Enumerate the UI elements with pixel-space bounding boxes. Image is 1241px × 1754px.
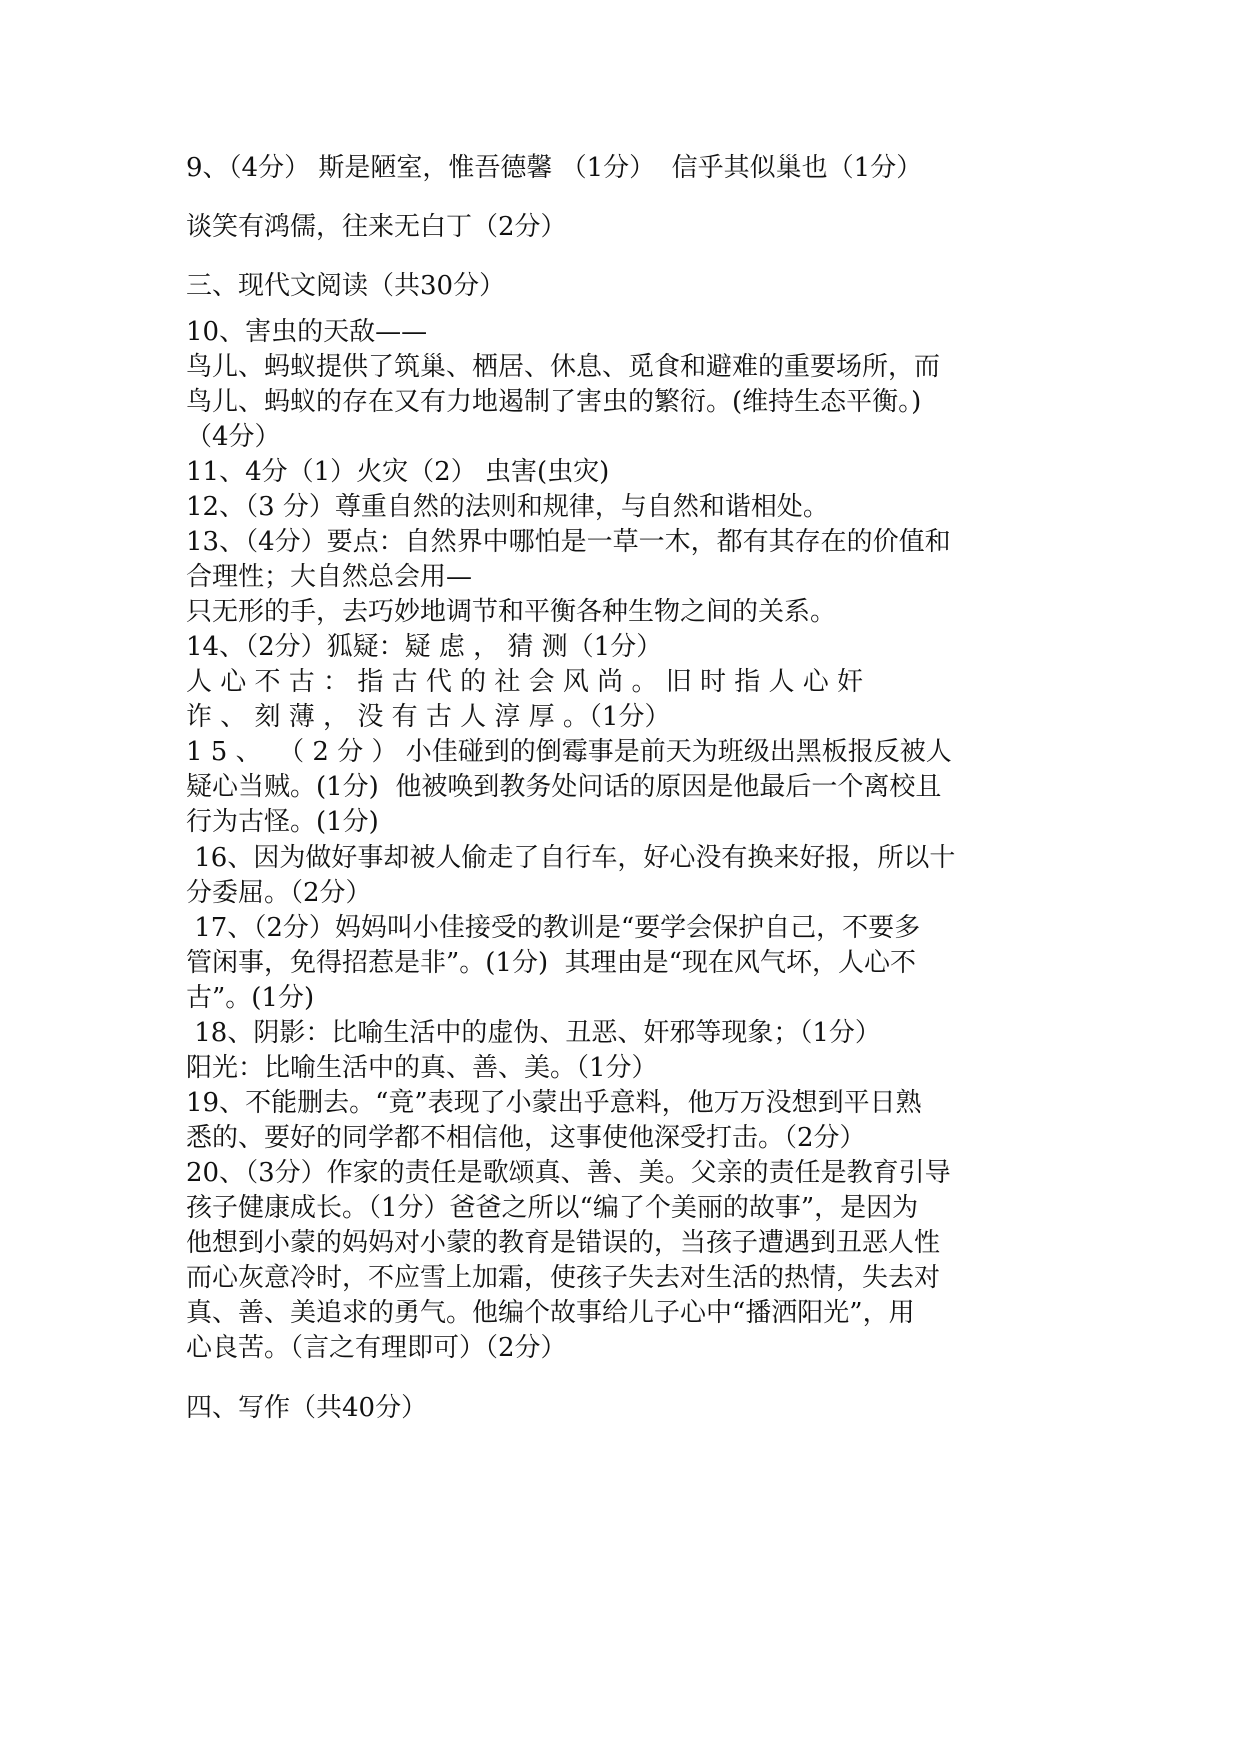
answer-14-line-2: 人 心 不 古 ： 指 古 代 的 社 会 风 尚 。 旧 时 指 人 心 奸 xyxy=(186,667,864,697)
answer-11-line: 11、4分（1）火灾（2） 虫害(虫灾) xyxy=(186,457,610,487)
answer-9-line: 9、（4分） 斯是陋室，惟吾德馨 （1分） 信乎其似巢也（1分） xyxy=(186,153,923,183)
answer-14-line-3: 诈 、 刻 薄 ， 没 有 古 人 淳 厚 。（1分） xyxy=(186,702,671,732)
section-heading-modern-reading: 三、现代文阅读（共30分） xyxy=(186,271,506,301)
answer-15-line: 1 5 、 （ 2 分 ） 小佳碰到的倒霉事是前天为班级出黑板报反被人 xyxy=(186,737,952,767)
answer-13-line-2: 合理性；大自然总会用— xyxy=(186,562,473,592)
answer-10-line: 10、害虫的天敌—— xyxy=(186,317,428,347)
answer-20-line-3: 他想到小蒙的妈妈对小蒙的教育是错误的，当孩子遭遇到丑恶人性 xyxy=(186,1228,941,1258)
answer-18-line-2: 阳光：比喻生活中的真、善、美。（1分） xyxy=(186,1053,658,1083)
answer-9-line-2: 谈笑有鸿儒，往来无白丁（2分） xyxy=(186,212,567,242)
answer-18-line: 18、阴影：比喻生活中的虚伪、丑恶、奸邪等现象；（1分） xyxy=(186,1018,881,1048)
answer-10-line-3: 鸟儿、蚂蚁的存在又有力地遏制了害虫的繁衍。(维持生态平衡。) xyxy=(186,387,922,417)
answer-10-score: （4分） xyxy=(186,422,281,452)
answer-15-line-3: 行为古怪。(1分) xyxy=(186,807,379,837)
answer-13-line-3: 只无形的手，去巧妙地调节和平衡各种生物之间的关系。 xyxy=(186,597,837,627)
answer-20-line-6: 心良苦。（言之有理即可）（2分） xyxy=(186,1333,567,1363)
answer-19-line-2: 悉的、要好的同学都不相信他，这事使他深受打击。（2分） xyxy=(186,1123,866,1153)
answer-20-line-4: 而心灰意冷时，不应雪上加霜，使孩子失去对生活的热情，失去对 xyxy=(186,1263,941,1293)
answer-17-line-2: 管闲事，免得招惹是非”。(1分) 其理由是“现在风气坏，人心不 xyxy=(186,948,916,978)
answer-17-line-3: 古”。(1分) xyxy=(186,983,315,1013)
answer-16-line-2: 分委屈。（2分） xyxy=(186,878,372,908)
answer-14-line: 14、（2分）狐疑：疑 虑 ， 猜 测（1分） xyxy=(186,632,663,662)
answer-20-line-2: 孩子健康成长。（1分）爸爸之所以“编了个美丽的故事”，是因为 xyxy=(186,1193,919,1223)
answer-20-line-5: 真、善、美追求的勇气。他编个故事给儿子心中“播洒阳光”，用 xyxy=(186,1298,915,1328)
section-heading-writing: 四、写作（共40分） xyxy=(186,1393,428,1423)
answer-13-line: 13、（4分）要点：自然界中哪怕是一草一木，都有其存在的价值和 xyxy=(186,527,951,557)
answer-16-line: 16、因为做好事却被人偷走了自行车，好心没有换来好报，所以十 xyxy=(186,843,956,873)
answer-15-line-2: 疑心当贼。(1分) 他被唤到教务处问话的原因是他最后一个离校且 xyxy=(186,772,942,802)
answer-20-line: 20、（3分）作家的责任是歌颂真、善、美。父亲的责任是教育引导 xyxy=(186,1158,951,1188)
answer-10-line-2: 鸟儿、蚂蚁提供了筑巢、栖居、休息、觅食和避难的重要场所，而 xyxy=(186,352,941,382)
answer-17-line: 17、（2分）妈妈叫小佳接受的教训是“要学会保护自己，不要多 xyxy=(186,913,921,943)
answer-12-line: 12、（3 分）尊重自然的法则和规律，与自然和谐相处。 xyxy=(186,492,829,522)
answer-19-line: 19、不能删去。“竟”表现了小蒙出乎意料，他万万没想到平日熟 xyxy=(186,1088,922,1118)
